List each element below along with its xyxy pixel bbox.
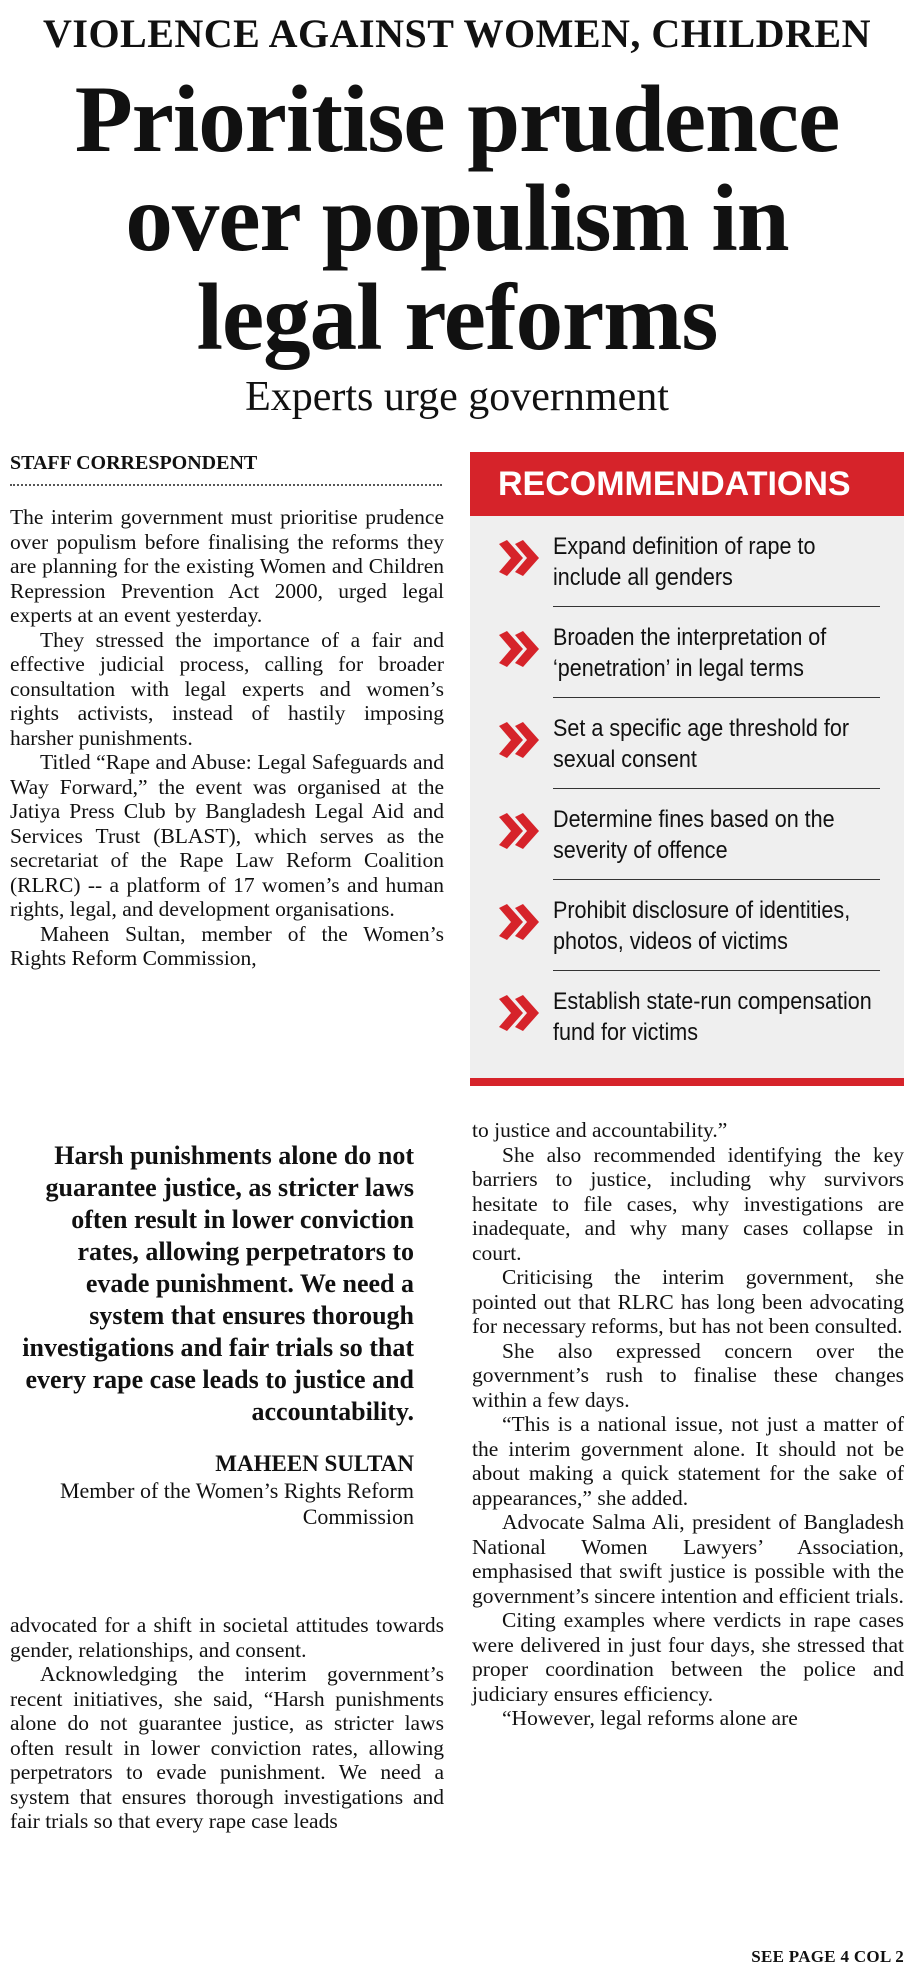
article-paragraph: advocated for a shift in societal attitudes towards gender, relationships, and consent. [10,1613,444,1662]
headline-line-2: over populism in [125,165,789,271]
recommendation-item [553,789,880,880]
recommendation-item [553,971,880,1062]
double-chevron-right-icon [495,811,545,851]
subheadline: Experts urge government [245,374,669,420]
recommendation-text: Determine fines based on the severity of offence [553,805,835,864]
double-chevron-right-icon [495,993,545,1033]
double-chevron-right-icon [495,902,545,942]
pull-quote-text: Harsh punishments alone do not guarantee justice, as stricter laws often result in lower conviction rates, allowing perpetrators to evade punishment. We need a system that ensures thorough investigations and fair trials so that every rape case leads to justice and accountability. [22,1141,414,1426]
article-paragraph: Titled “Rape and Abuse: Legal Safeguards and Way Forward,” the event was organised at the Jatiya Press Club by Bangladesh Legal Aid and Services Trust (BLAST), which serves as the secretariat of the Rape Law Reform Coalition (RLRC) -- a platform of 17 women’s and human rights, legal, and development organisations. [10,750,444,921]
double-chevron-right-icon [495,538,545,578]
recommendation-text: Broaden the interpretation of ‘penetration’ in legal terms [553,623,827,682]
article-paragraph: Acknowledging the interim government’s recent initiatives, she said, “Harsh punishments alone do not guarantee justice, as stricter laws often result in lower conviction rates, allowing perpetrators to evade punishment. We need a system that ensures thorough investigations and fair trials so that every rape case leads [10,1662,444,1833]
double-chevron-right-icon [495,629,545,669]
byline: STAFF CORRESPONDENT [10,452,442,486]
double-chevron-right-icon [495,720,545,760]
kicker: VIOLENCE AGAINST WOMEN, CHILDREN [42,11,871,56]
article-paragraph: Citing examples where verdicts in rape cases were delivered in just four days, she stressed that proper coordination between the police and judiciary ensures efficiency. [472,1608,904,1706]
article-paragraph: The interim government must prioritise prudence over populism before finalising the reforms they are planning for the existing Women and Children Repression Prevention Act 2000, urged legal experts at an event yesterday. [10,505,444,627]
article-paragraph: “However, legal reforms alone are [502,1706,798,1730]
article-column-right-bottom [472,1118,904,1731]
article-column-left-bottom [10,1613,444,1834]
recommendation-item [553,880,880,971]
pull-quote-attribution-role: Member of the Women’s Rights Reform Commission [59,1478,414,1529]
recommendation-text: Expand definition of rape to include all genders [553,532,816,591]
article-column-left-top [10,505,444,971]
recommendation-text: Establish state-run compensation fund for victims [553,987,872,1046]
article-paragraph: to justice and accountability.” [472,1118,728,1142]
pull-quote [14,1140,414,1530]
headline-line-3: legal reforms [196,264,718,370]
recommendation-item [553,516,880,607]
article-paragraph: She also expressed concern over the government’s rush to finalise these changes within a few days. [472,1338,904,1412]
article-paragraph: She also recommended identifying the key barriers to justice, including why survivors hesitate to file cases, why investigations are inadequate, and why many cases collapse in court. [472,1142,904,1265]
recommendation-text: Prohibit disclosure of identities, photos, videos of victims [553,896,851,955]
article-paragraph: They stressed the importance of a fair and effective judicial process, calling for broader consultation with legal experts and women’s rights activists, instead of hastily imposing harsher punishments. [10,627,444,750]
article-paragraph: Criticising the interim government, she pointed out that RLRC has long been advocating for necessary reforms, but has not been consulted. [472,1265,904,1338]
pull-quote-attribution-name: MAHEEN SULTAN [215,1451,414,1476]
headline [0,66,914,370]
recommendation-item [553,607,880,698]
recommendations-box [470,452,904,1086]
article-paragraph: Advocate Salma Ali, president of Bangladesh National Women Lawyers’ Association, emphasised that swift justice is possible with the government’s sincere intention and efficient trials. [472,1510,904,1608]
recommendations-list [470,516,904,1062]
recommendation-text: Set a specific age threshold for sexual consent [553,714,850,773]
headline-line-1: Prioritise prudence [74,66,840,172]
article-paragraph: Maheen Sultan, member of the Women’s Rights Reform Commission, [10,921,444,970]
continuation-reference: SEE PAGE 4 COL 2 [751,1947,904,1966]
article-paragraph: “This is a national issue, not just a matter of the interim government alone. It should not be about making a quick statement for the sake of appearances,” she added. [472,1412,904,1510]
recommendation-item [553,698,880,789]
recommendations-title: RECOMMENDATIONS [470,452,904,516]
